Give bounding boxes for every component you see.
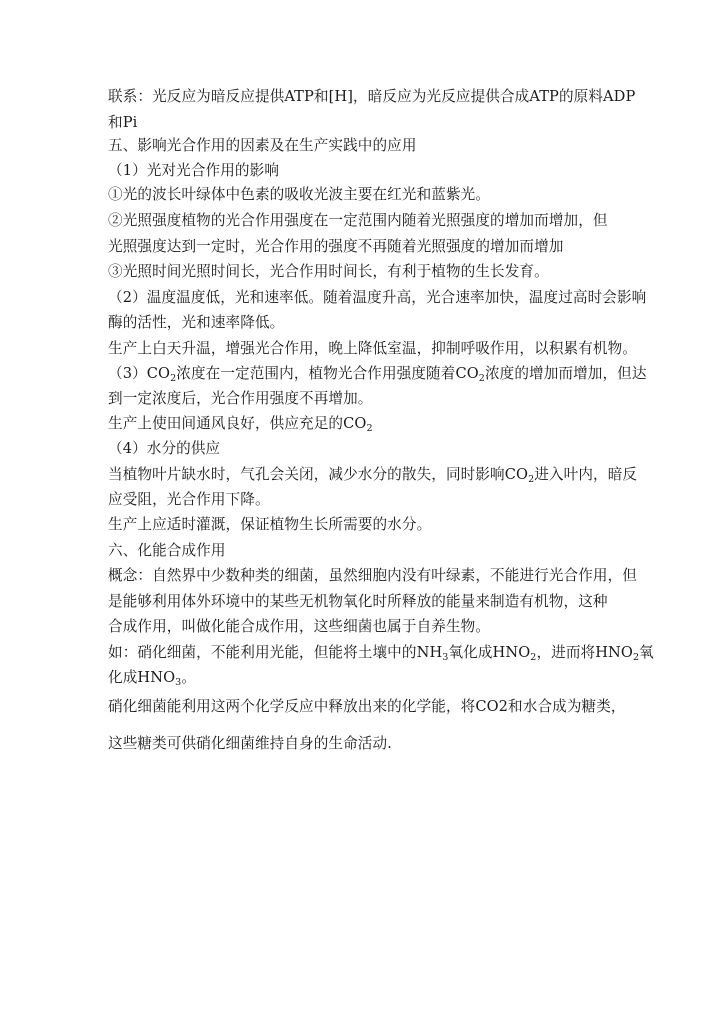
text-line: 生产上白天升温，增强光合作用，晚上降低室温，抑制呼吸作用，以积累有机物。 <box>108 340 637 357</box>
text-line: 联系：光反应为暗反应提供ATP和[H]，暗反应为光反应提供合成ATP的原料ADP <box>108 88 636 105</box>
text-run: ，进而将HNO <box>536 644 633 661</box>
text-run: 氧 <box>639 644 654 661</box>
text-line: （4）水分的供应 <box>108 440 221 457</box>
text-line: ③光照时间光照时间长，光合作用时间长，有利于植物的生长发育。 <box>108 263 549 280</box>
text-run: 。 <box>181 669 197 686</box>
subscript: 2 <box>530 652 537 663</box>
text-line: ①光的波长叶绿体中色素的吸收光波主要在红光和蓝紫光。 <box>108 186 491 203</box>
text-line: 生产上应适时灌溉，保证植物生长所需要的水分。 <box>108 516 432 533</box>
text-line: 酶的活性，光和速率降低。 <box>108 314 285 331</box>
subscript: 3 <box>442 652 449 663</box>
text-line: 是能够利用体外环境中的某些无机物氧化时所释放的能量来制造有机物，这种 <box>108 593 608 610</box>
subscript: 2 <box>528 474 535 485</box>
section-heading: 五、影响光合作用的因素及在生产实践中的应用 <box>108 137 417 154</box>
subscript: 3 <box>175 677 182 688</box>
text-run: 化成HNO <box>108 669 176 686</box>
text-run: （3）CO <box>108 365 171 382</box>
subscript: 2 <box>478 373 485 384</box>
text-line <box>108 364 647 389</box>
section-heading: 六、化能合成作用 <box>108 542 226 559</box>
text-run: 浓度的增加而增加，但达 <box>484 365 647 382</box>
text-line: ②光照强度植物的光合作用强度在一定范围内随着光照强度的增加而增加，但 <box>108 212 608 229</box>
text-line <box>108 643 654 668</box>
subscript: 2 <box>170 373 177 384</box>
text-line: 和Pi <box>108 114 138 131</box>
text-line: 概念：自然界中少数种类的细菌，虽然细胞内没有叶绿素，不能进行光合作用，但 <box>108 567 637 584</box>
text-line <box>108 668 196 693</box>
text-line: 应受阻，光合作用下降。 <box>108 491 270 508</box>
text-line: （2）温度温度低，光和速率低。随着温度升高，光合速率加快，温度过高时会影响 <box>108 289 647 306</box>
text-line: 光照强度达到一定时，光合作用的强度不再随着光照强度的增加而增加 <box>108 238 564 255</box>
text-line <box>108 465 637 490</box>
text-line: 合成作用，叫做化能合成作用，这些细菌也属于自养生物。 <box>108 618 491 635</box>
text-line: 硝化细菌能利用这两个化学反应中释放出来的化学能，将CO2和水合成为糖类， <box>108 698 626 715</box>
text-line <box>108 414 373 439</box>
text-run: 当植物叶片缺水时，气孔会关闭，减少水分的散失，同时影响CO <box>108 466 529 483</box>
text-run: 浓度在一定范围内，植物光合作用强度随着CO <box>176 365 479 382</box>
text-run: 氧化成HNO <box>448 644 531 661</box>
text-line: 到一定浓度后，光合作用强度不再增加。 <box>108 390 373 407</box>
text-run: 生产上使田间通风良好，供应充足的CO <box>108 415 367 432</box>
subscript: 2 <box>366 423 373 434</box>
text-line: （1）光对光合作用的影响 <box>108 162 280 179</box>
text-line: 这些糖类可供硝化细菌维持自身的生命活动. <box>108 735 392 752</box>
subscript: 2 <box>632 652 640 663</box>
text-run: 进入叶内，暗反 <box>534 466 638 483</box>
text-run: 如：硝化细菌，不能利用光能，但能将土壤中的NH <box>108 644 443 661</box>
